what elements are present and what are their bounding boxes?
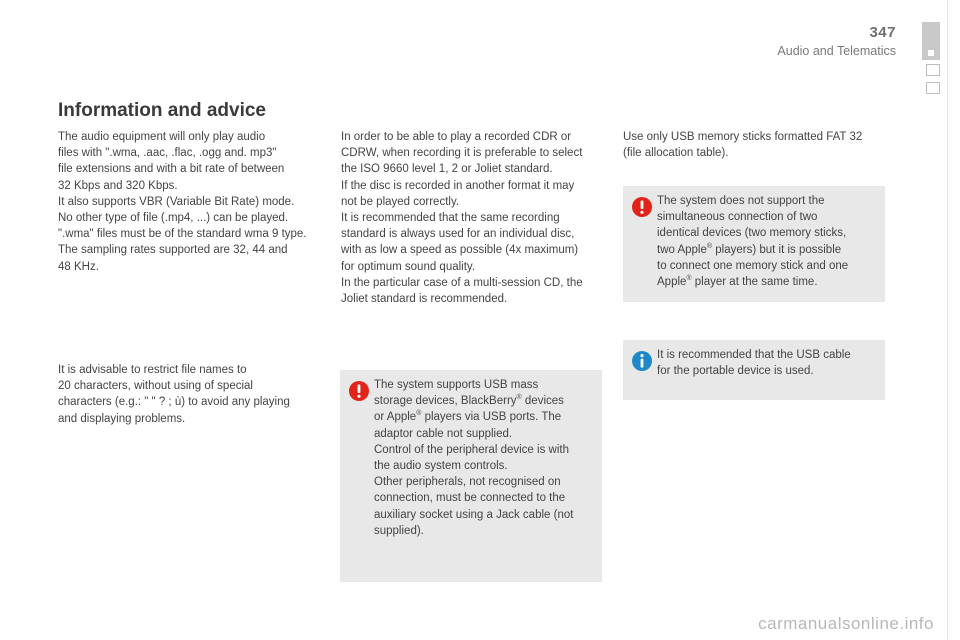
chapter-tab (926, 82, 940, 94)
simultaneous-connection-text (657, 193, 875, 290)
text-line: If the disc is recorded in another format it may (341, 179, 575, 192)
text-line: Other peripherals, not recognised on (374, 476, 561, 489)
text-line: The audio equipment will only play audio (58, 131, 266, 143)
text-line: (file allocation table). (623, 147, 729, 160)
page-heading: Information and advice (58, 100, 266, 121)
text-fragment: two Apple (657, 243, 707, 256)
page-number: 347 (869, 24, 896, 41)
file-name-paragraph (58, 362, 328, 427)
usb-format-paragraph (623, 129, 893, 161)
text-fragment: players via USB ports. The (421, 411, 562, 424)
text-line: with as low a speed as possible (4x maximum) (341, 244, 579, 257)
watermark: carmanualsonline.info (758, 614, 934, 633)
text-line: ".wma" files must be of the standard wma 9 type. (58, 228, 307, 241)
text-line: The sampling rates supported are 32, 44 and (58, 244, 288, 257)
text-line: It also supports VBR (Variable Bit Rate) mode. (58, 195, 295, 208)
chapter-tab (926, 64, 940, 76)
text-line: for the portable device is used. (657, 365, 814, 378)
text-line: Use only USB memory sticks formatted FAT 32 (623, 131, 863, 143)
text-line: file extensions and with a bit rate of between (58, 163, 285, 176)
text-line: identical devices (two memory sticks, (657, 227, 847, 240)
registered-mark: ® (686, 275, 692, 283)
warning-icon (348, 380, 370, 402)
text-line (657, 242, 875, 258)
registered-mark: ® (706, 242, 713, 250)
text-line: standard is always used for an individual disc, (341, 228, 575, 241)
text-line: supplied). (374, 524, 424, 537)
text-fragment: or Apple (374, 411, 417, 424)
text-line: It is advisable to restrict file names to (58, 364, 247, 376)
text-line: simultaneous connection of two (657, 211, 818, 224)
text-line: The system does not support the (657, 195, 825, 207)
warning-icon (631, 196, 653, 218)
text-line: not be played correctly. (341, 195, 460, 208)
text-line: It is recommended that the USB cable (657, 349, 851, 361)
text-fragment: devices (521, 395, 564, 408)
text-line (374, 409, 592, 425)
usb-support-text (374, 377, 592, 539)
text-line: and displaying problems. (58, 412, 186, 425)
chapter-tab-marker (928, 50, 934, 56)
text-fragment: Apple (657, 276, 687, 289)
text-line: files with ".wma, .aac, .flac, .ogg and. mp3" (58, 147, 277, 160)
text-line: Joliet standard is recommended. (341, 293, 508, 306)
text-line: connection, must be connected to the (374, 492, 566, 505)
registered-mark: ® (416, 410, 422, 418)
info-icon (631, 350, 653, 372)
chapter-tab-active (922, 22, 940, 60)
text-line: the audio system controls. (374, 460, 508, 473)
text-fragment: storage devices, BlackBerry (374, 395, 517, 408)
text-line: No other type of file (.mp4, ...) can be played. (58, 212, 289, 225)
registered-mark: ® (516, 394, 522, 402)
text-line: CDRW, when recording it is preferable to select (341, 147, 583, 160)
text-line: 20 characters, without using of special (58, 380, 253, 393)
text-line (374, 393, 592, 409)
usb-cable-text (657, 347, 875, 379)
page-edge-rule (947, 0, 948, 640)
text-line: adaptor cable not supplied. (374, 427, 513, 440)
text-line: characters (e.g.: " " ? ; ù) to avoid any playing (58, 396, 290, 409)
text-line: 32 Kbps and 320 Kbps. (58, 179, 178, 192)
cd-recording-paragraph (341, 129, 611, 307)
text-line: the ISO 9660 level 1, 2 or Joliet standard. (341, 163, 553, 176)
usb-cable-note (623, 340, 885, 400)
file-format-paragraph (58, 129, 328, 275)
simultaneous-connection-note (623, 186, 885, 302)
text-line: 48 KHz. (58, 260, 99, 273)
text-fragment: player at the same time. (691, 276, 818, 289)
text-line: In order to be able to play a recorded CDR or (341, 131, 572, 143)
text-line: It is recommended that the same recording (341, 212, 560, 225)
text-line: The system supports USB mass (374, 379, 539, 391)
text-line: for optimum sound quality. (341, 260, 476, 273)
text-line: auxiliary socket using a Jack cable (not (374, 508, 574, 521)
usb-support-note (340, 370, 602, 582)
section-title: Audio and Telematics (777, 44, 896, 58)
text-fragment: players) but it is possible (712, 243, 842, 256)
text-line: In the particular case of a multi-session CD, the (341, 276, 583, 289)
text-line: Control of the peripheral device is with (374, 443, 569, 456)
text-line (657, 274, 875, 290)
text-line: to connect one memory stick and one (657, 259, 849, 272)
